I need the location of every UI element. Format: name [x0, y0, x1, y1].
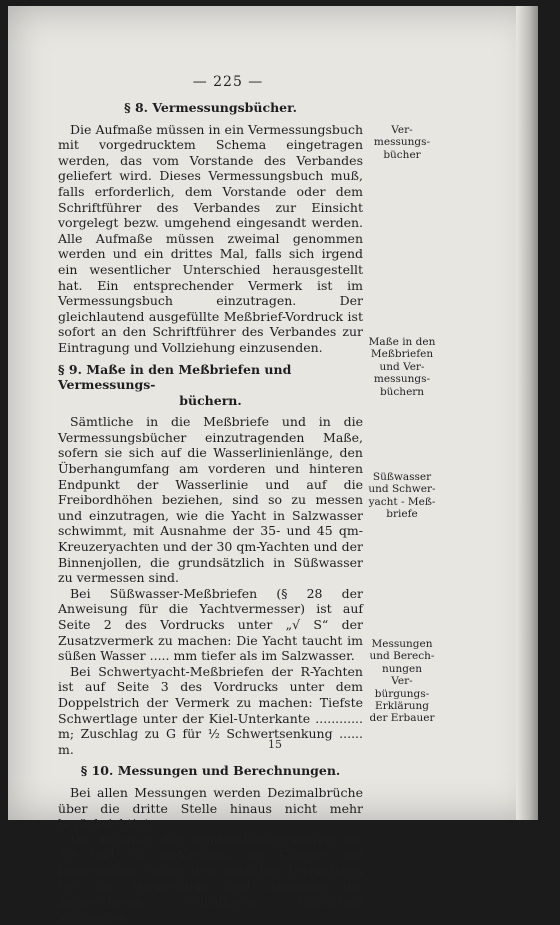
section-10-paragraph: Die Erbauer der Sonderklassenyachten der 30- und 15 qm-Yachten, der Küsten- und Binnenjollen, haben den amtlichen Vermessern bei der Vermessung und Abnahme die nachstehende schriftliche Erklärung abzugeben: [58, 831, 363, 925]
margin-note-suesswasser: Süßwasser und Schwer- yacht - Meß- briefe [368, 471, 436, 521]
section-9-paragraph: Bei Süßwasser-Meßbriefen (§ 28 der Anweisung für die Yachtvermesser) ist auf Seite 2 des Vordrucks unter „√ S“ der Zusatzvermerk zu machen: Die Yacht taucht im süßen Wasser ..... mm tiefer als im Salzwasser. [58, 585, 363, 664]
section-10-heading: § 10. Messungen und Berechnungen. [80, 763, 341, 779]
margin-note-masse: Maße in den Meßbriefen und Ver- messungs- büchern [368, 336, 436, 398]
main-text-column [58, 100, 363, 925]
section-9-paragraph: Bei Schwertyacht-Meßbriefen der R-Yachten ist auf Seite 3 des Vordrucks unter dem Doppelstrich der Vermerk zu machen: Tiefste Schwertlage unter der Kiel-Unterkante ............ m; Zuschlag zu G für ½ Schwertsenkung ...... m. [58, 663, 363, 757]
section-9-heading [58, 362, 363, 409]
section-8-heading: § 8. Vermessungsbücher. [124, 100, 297, 115]
section-8-paragraph: Die Aufmaße müssen in ein Vermessungsbuch mit vorgedrucktem Schema eingetragen werden, das vom Vorstande des Verbandes geliefert wird. Dieses Vermessungsbuch muß, falls erforderlich, dem Vorstande oder dem Schriftführer des Verbandes zur Einsicht vorgelegt bezw. umgehend eingesandt werden. Alle Aufmaße müssen zweimal genommen werden und ein drittes Mal, falls sich irgend ein wesentlicher Unterschied herausgestellt hat. Ein entsprechender Vermerk ist im Vermessungsbuch einzutragen. Der gleichlautend ausgefüllte Meßbrief-Vordruck ist sofort an den Schriftführer des Verbandes zur Eintragung und Vollziehung einzusenden. [58, 121, 363, 355]
section-9-paragraph: Sämtliche in die Meßbriefe und in die Vermessungsbücher einzutragenden Maße, sofern sie sich auf die Wasserlinienlänge, den Überhangumfang am vorderen und hinteren Endpunkt der Wasserlinie und auf die Freibordhöhen beziehen, sind so zu messen und einzutragen, wie die Yacht in Salzwasser schwimmt, mit Ausnahme der 35- und 45 qm-Kreuzeryachten und der 30 qm-Yachten und der Binnenjollen, die grundsätzlich in Süßwasser zu vermessen sind. [58, 414, 363, 586]
page-number: — 225 — [192, 74, 264, 90]
section-9-heading-line2: büchern. [179, 392, 242, 408]
section-10-paragraph: Bei allen Messungen werden Dezimalbrüche über die dritte Stelle hinaus nicht mehr berücksichtigt. [58, 784, 363, 832]
section-9-heading-line1: § 9. Maße in den Meßbriefen und Vermessungs- [58, 361, 292, 393]
document-page [8, 6, 538, 925]
page-footer-number: 15 [268, 738, 282, 751]
book-binding-shadow [516, 6, 538, 820]
margin-note-vermessungsbuecher: Ver- messungs- bücher [373, 124, 431, 161]
margin-note-messungen: Messungen und Berech- nungen Ver- bürgungs- Erklärung der Erbauer [369, 638, 435, 725]
